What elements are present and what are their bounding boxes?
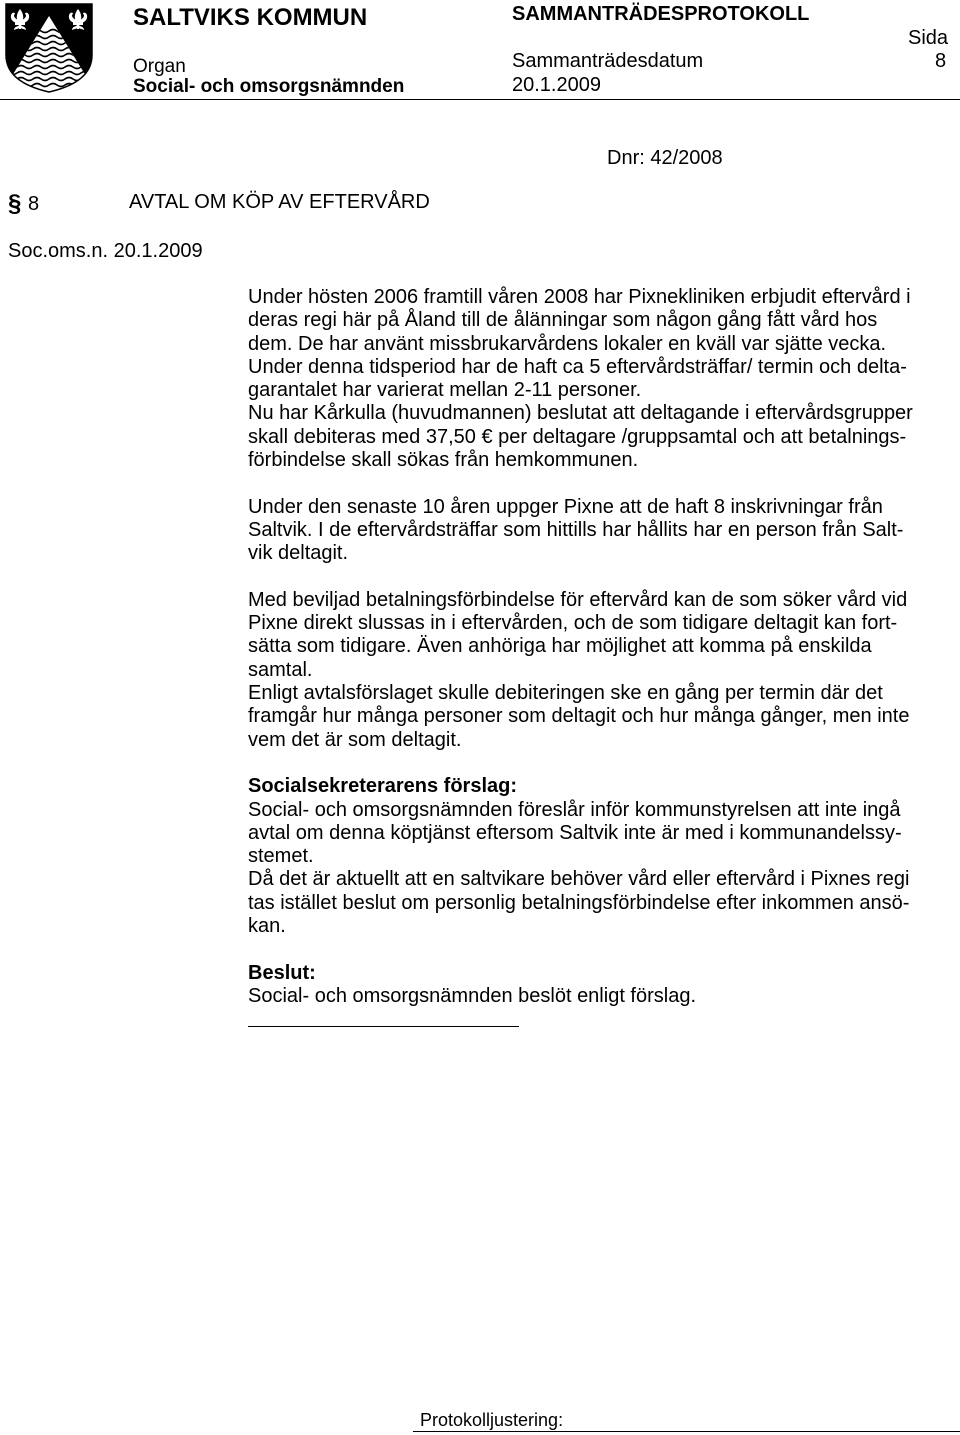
text-line: vem det är som deltagit. <box>248 728 462 751</box>
section-end-rule <box>248 1026 519 1027</box>
page-number: 8 <box>935 50 947 72</box>
minutes-justification-label: Protokolljustering: <box>420 1410 564 1430</box>
page-label: Sida <box>908 27 949 49</box>
text-line: Med beviljad betalningsförbindelse för eftervård kan de som söker vård vid <box>248 588 908 611</box>
text-line: förbindelse skall sökas från hemkommunen. <box>248 449 639 472</box>
text-line: Social- och omsorgsnämnden föreslår inför kommunstyrelsen att inte ingå <box>248 798 901 821</box>
text-line: skall debiteras med 37,50 € per deltagare /gruppsamtal och att betalnings- <box>248 425 907 448</box>
organ-value: Social- och omsorgsnämnden <box>133 76 405 97</box>
justification-signature-line <box>413 1431 960 1432</box>
decision-section <box>248 962 948 1009</box>
meeting-date-value: 20.1.2009 <box>512 74 601 96</box>
text-line: vik deltagit. <box>248 542 349 565</box>
text-line: tas istället beslut om personlig betalningsförbindelse efter inkommen ansö- <box>248 891 910 914</box>
section-title: AVTAL OM KÖP AV EFTERVÅRD <box>129 191 430 213</box>
text-line: Nu har Kårkulla (huvudmannen) beslutat att deltagande i eftervårdsgrupper <box>248 402 913 425</box>
meeting-reference: Soc.oms.n. 20.1.2009 <box>8 240 203 262</box>
text-line: Under denna tidsperiod har de haft ca 5 eftervårdsträffar/ termin och delta- <box>248 355 907 378</box>
coat-of-arms-icon <box>5 3 93 93</box>
text-line: Pixne direkt slussas in i eftervården, och de som tidigare deltagit kan fort- <box>248 612 898 635</box>
paragraph <box>248 286 948 472</box>
text-line: Saltvik. I de eftervårdsträffar som hittills har hållits har en person från Salt- <box>248 518 904 541</box>
municipality-name: SALTVIKS KOMMUN <box>133 4 368 31</box>
section-number: 8 <box>28 193 40 215</box>
text-line: Enligt avtalsförslaget skulle debiteringen ske en gång per termin där det <box>248 682 883 705</box>
proposal-section <box>248 775 948 938</box>
organ-label: Organ <box>133 56 186 77</box>
text-line: stemet. <box>248 845 314 868</box>
diary-number: Dnr: 42/2008 <box>607 147 723 169</box>
text-line: Under hösten 2006 framtill våren 2008 har Pixnekliniken erbjudit eftervård i <box>248 286 911 308</box>
text-line: garantalet har varierat mellan 2-11 personer. <box>248 379 642 402</box>
document-type: SAMMANTRÄDESPROTOKOLL <box>512 3 810 25</box>
paragraph <box>248 589 948 752</box>
text-line: kan. <box>248 915 286 938</box>
text-line: Då det är aktuellt att en saltvikare behöver vård eller eftervård i Pixnes regi <box>248 868 910 891</box>
text-line: samtal. <box>248 658 313 681</box>
text-line: framgår hur många personer som deltagit och hur många gånger, men inte <box>248 705 910 728</box>
text-line: dem. De har använt missbrukarvårdens lokaler en kväll var sjätte vecka. <box>248 332 887 355</box>
decision-heading: Beslut: <box>248 961 316 984</box>
text-line: Social- och omsorgsnämnden beslöt enligt förslag. <box>248 984 697 1007</box>
proposal-heading: Socialsekreterarens förslag: <box>248 775 518 798</box>
text-line: avtal om denna köptjänst eftersom Saltvik inte är med i kommunandelssy- <box>248 821 902 844</box>
meeting-date-label: Sammanträdesdatum <box>512 50 704 72</box>
header-divider <box>0 99 960 100</box>
text-line: Under den senaste 10 åren uppger Pixne att de haft 8 inskrivningar från <box>248 495 883 518</box>
section-symbol: § <box>8 190 22 217</box>
text-line: sätta som tidigare. Även anhöriga har möjlighet att komma på enskilda <box>248 635 872 658</box>
text-line: deras regi här på Åland till de ålänningar som någon gång fått vård hos <box>248 309 878 332</box>
paragraph <box>248 496 948 566</box>
document-body <box>248 286 948 1008</box>
